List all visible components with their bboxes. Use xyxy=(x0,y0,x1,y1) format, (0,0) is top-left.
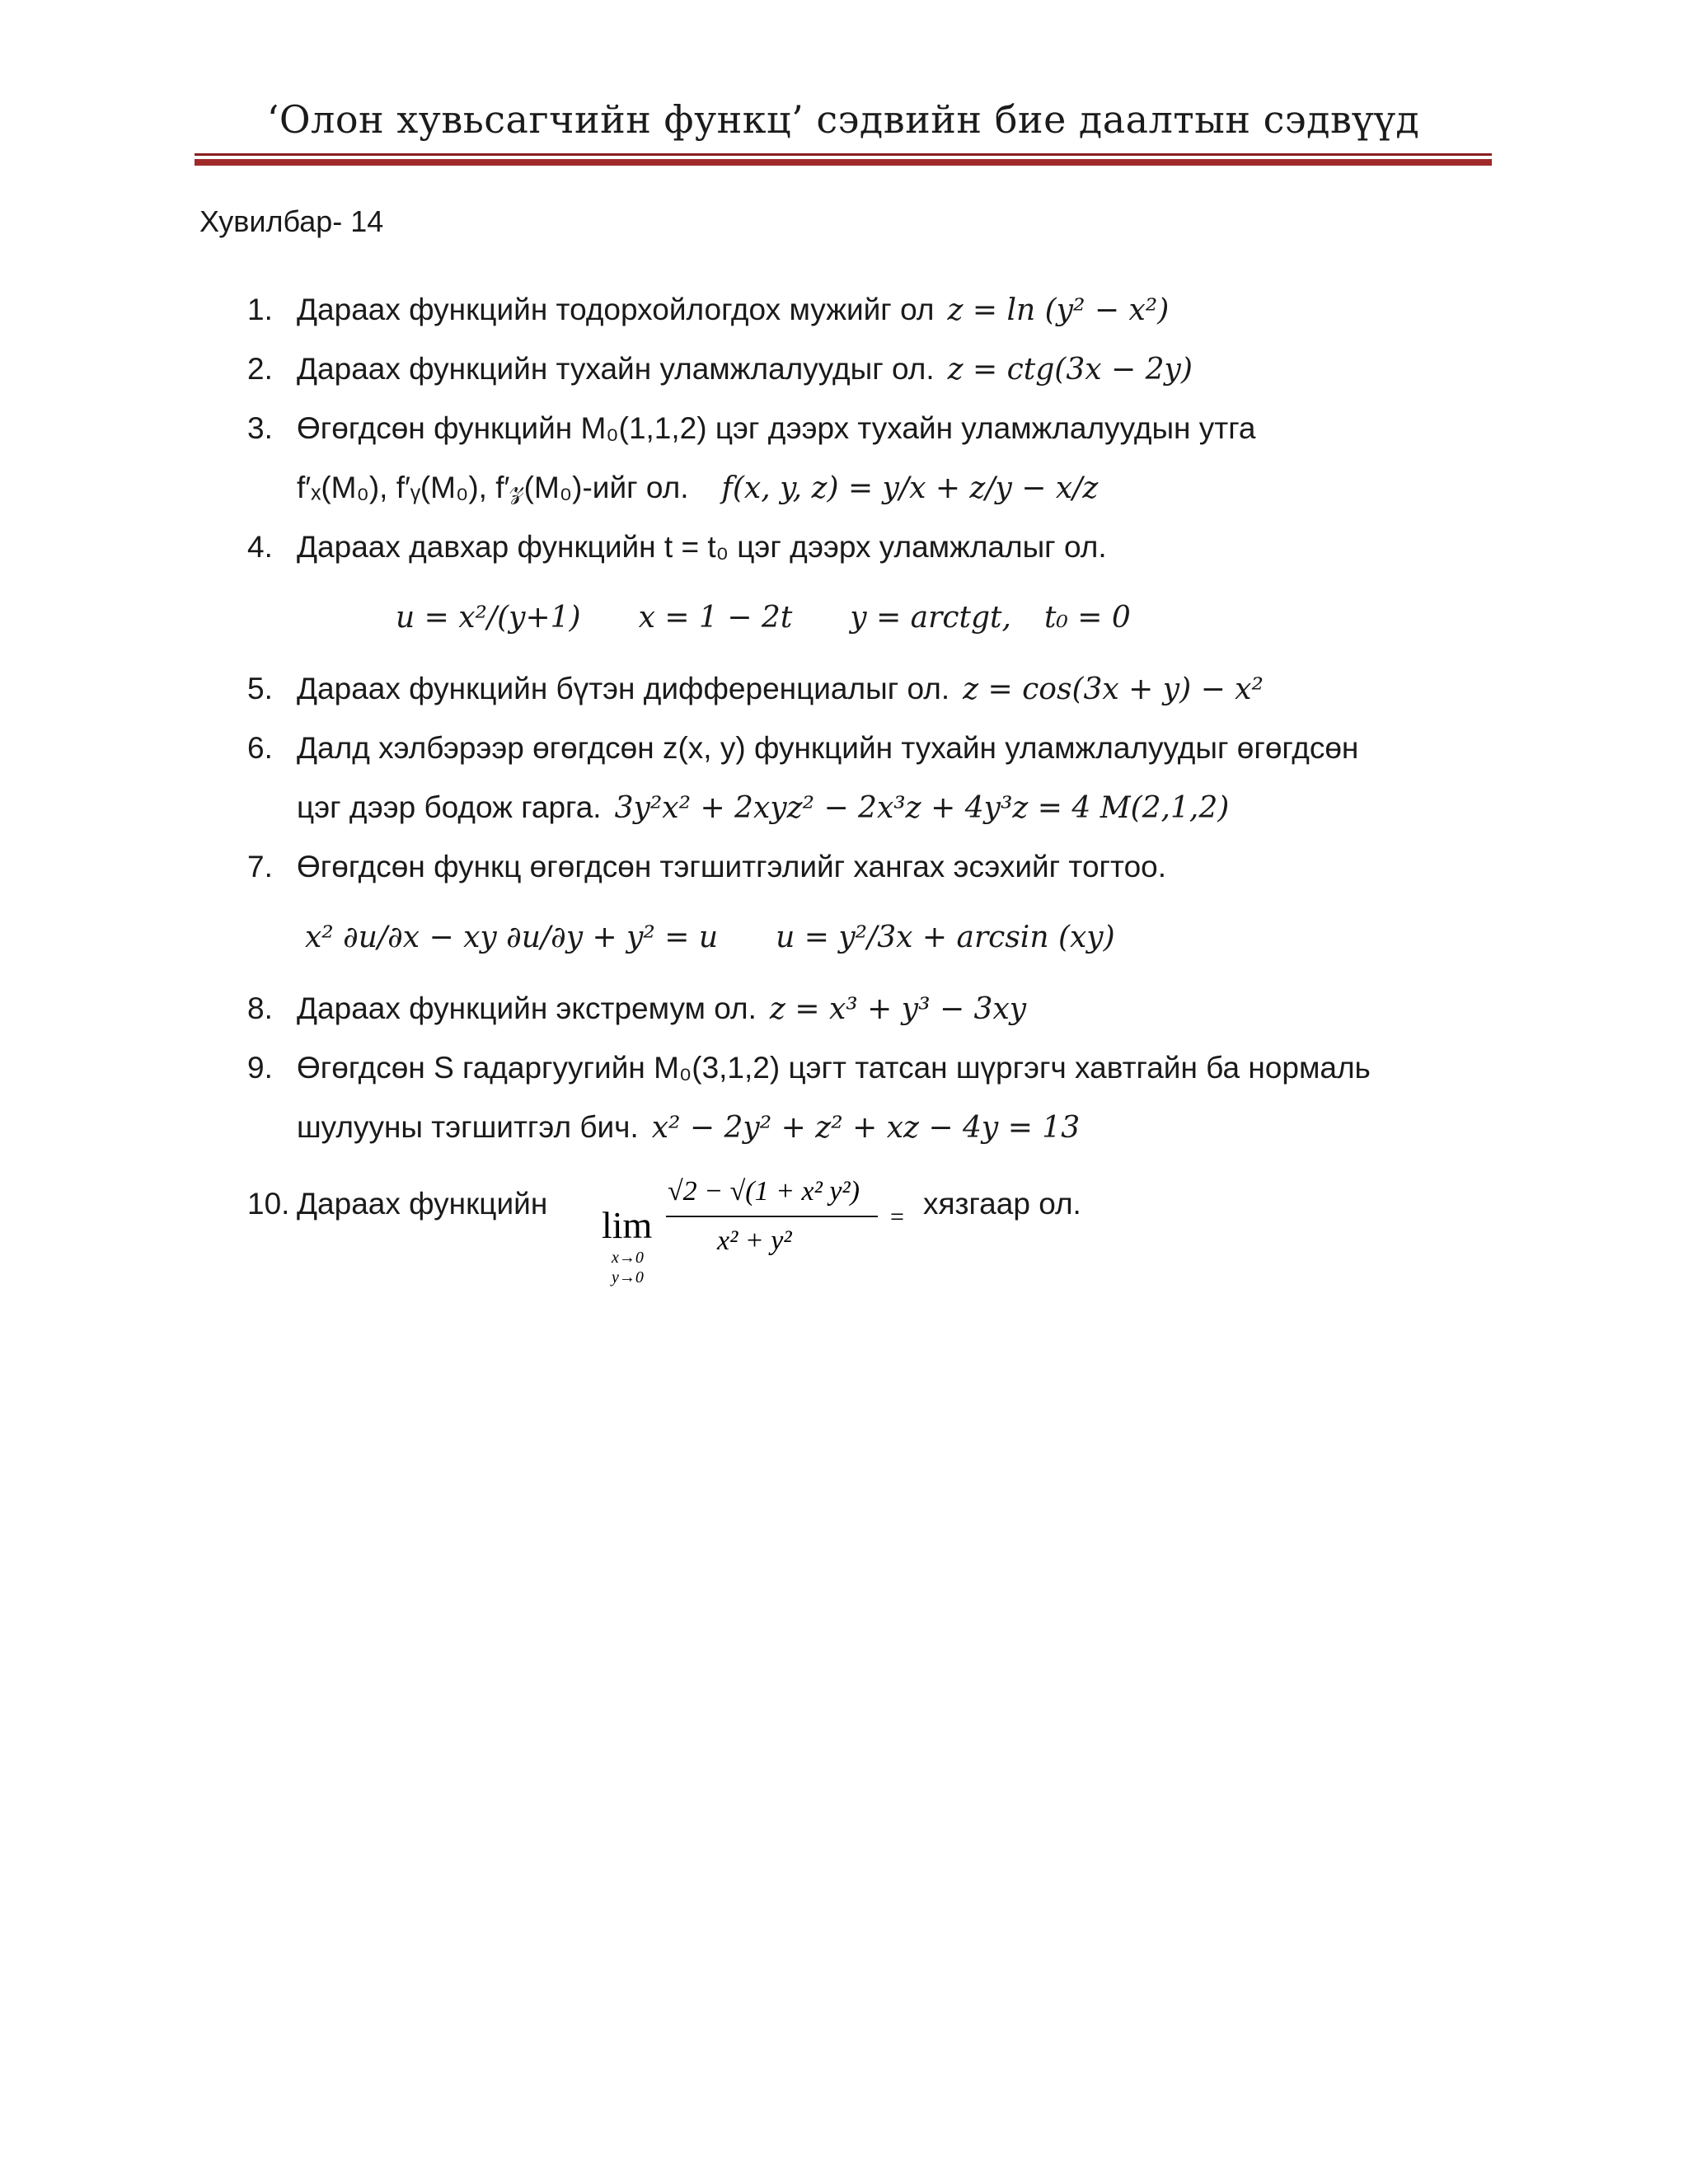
page-title: ‘Олон хувьсагчийн функц’ сэдвийн бие даалтын сэдвүүд xyxy=(266,97,1420,142)
lim-word: lim xyxy=(602,1204,653,1246)
lim-equals: = xyxy=(890,1203,904,1230)
problem-3 xyxy=(247,399,1500,458)
problem-number: 3. xyxy=(247,411,273,445)
problem-9-continued xyxy=(247,1098,1500,1157)
problem-text: Дараах функцийн тодорхойлогдох мужийг ол xyxy=(297,293,935,326)
formula-u: u = x²/(y+1) xyxy=(396,601,581,635)
problem-1 xyxy=(247,280,1500,340)
formula-x: x = 1 − 2t xyxy=(638,601,793,635)
problem-list xyxy=(247,280,1500,1289)
problem-number: 1. xyxy=(247,293,273,326)
problem-3-continued xyxy=(247,458,1500,518)
problem-4 xyxy=(247,518,1500,577)
problem-text: Өгөгдсөн функц өгөгдсөн тэгшитгэлийг хангах эсэхийг тогтоо. xyxy=(297,850,1167,883)
problem-2 xyxy=(247,340,1500,399)
problem-text: Дараах давхар функцийн t = t₀ цэг дээрх уламжлалыг ол. xyxy=(297,530,1107,564)
title-rule xyxy=(195,153,1492,166)
lim-sub-x: x→0 xyxy=(612,1249,644,1267)
lim-denominator: x² + y² xyxy=(717,1226,792,1256)
problem-number: 9. xyxy=(247,1051,273,1085)
problem-6-continued xyxy=(247,778,1500,837)
problem-number: 6. xyxy=(247,731,273,765)
problem-6 xyxy=(247,719,1500,778)
problem-text: Өгөгдсөн S гадаргуугийн M₀(3,1,2) цэгт татсан шүргэгч хавтгайн ба нормаль xyxy=(297,1051,1371,1085)
problem-formula: z = cos(3x + y) − x² xyxy=(963,673,1264,706)
problem-text: Дараах функцийн бүтэн дифференциалыг ол. xyxy=(297,672,950,705)
problem-text: Дараах функцийн тухайн уламжлалуудыг ол. xyxy=(297,352,935,386)
formula-u: u = y²/3x + arcsin (xy) xyxy=(776,921,1115,954)
problem-number: 8. xyxy=(247,991,273,1025)
problem-9 xyxy=(247,1038,1500,1098)
problem-number: 4. xyxy=(247,530,273,564)
problem-5 xyxy=(247,659,1500,719)
problem-10-lead xyxy=(247,1187,547,1221)
problem-formula: z = ln (y² − x²) xyxy=(947,293,1170,327)
problem-4-formulas xyxy=(247,577,1500,659)
formula-t0: t₀ = 0 xyxy=(1043,601,1131,635)
problem-10 xyxy=(247,1157,1500,1289)
variant-label: Хувилбар- 14 xyxy=(199,204,384,238)
problem-number: 7. xyxy=(247,850,273,883)
problem-number: 10. xyxy=(247,1187,290,1221)
problem-7-formulas xyxy=(247,897,1500,979)
problem-text: шулууны тэгшитгэл бич. xyxy=(297,1110,639,1144)
formula-equation: x² ∂u/∂x − xy ∂u/∂y + y² = u xyxy=(305,921,719,954)
problem-formula: z = x³ + y³ − 3xy xyxy=(769,992,1027,1026)
problem-text: Далд хэлбэрээр өгөгдсөн z(x, y) функцийн тухайн уламжлалуудыг өгөгдсөн xyxy=(297,731,1359,765)
problem-formula: f(x, y, z) = y/x + z/y − x/z xyxy=(721,471,1099,505)
problem-number: 2. xyxy=(247,352,273,386)
formula-y: y = arctgt, xyxy=(850,601,1011,635)
problem-text: цэг дээр бодож гарга. xyxy=(297,790,602,824)
problem-number: 5. xyxy=(247,672,273,705)
problem-8 xyxy=(247,979,1500,1038)
problem-text: f′ₓ(M₀), f′ᵧ(M₀), f′𝓏(M₀)-ийг ол. xyxy=(297,471,689,504)
problem-text: Дараах функцийн экстремум ол. xyxy=(297,991,757,1025)
lim-sub-y: y→0 xyxy=(612,1268,644,1286)
lim-numerator: √2 − √(1 + x² y²) xyxy=(668,1176,860,1207)
title-rule-thin xyxy=(195,153,1492,156)
problem-7 xyxy=(247,837,1500,897)
problem-formula: z = ctg(3x − 2y) xyxy=(947,353,1193,387)
problem-text: Өгөгдсөн функцийн M₀(1,1,2) цэг дээрх тухайн уламжлалуудын утга xyxy=(297,411,1256,445)
problem-text: Дараах функцийн xyxy=(297,1187,548,1221)
problem-formula: 3y²x² + 2xyz² − 2x³z + 4y³z = 4 M(2,1,2) xyxy=(614,791,1230,825)
problem-10-tail: хязгаар ол. xyxy=(923,1187,1081,1221)
title-rule-thick xyxy=(195,159,1492,166)
limit-formula xyxy=(593,1157,923,1289)
problem-formula: x² − 2y² + z² + xz − 4y = 13 xyxy=(651,1111,1081,1145)
